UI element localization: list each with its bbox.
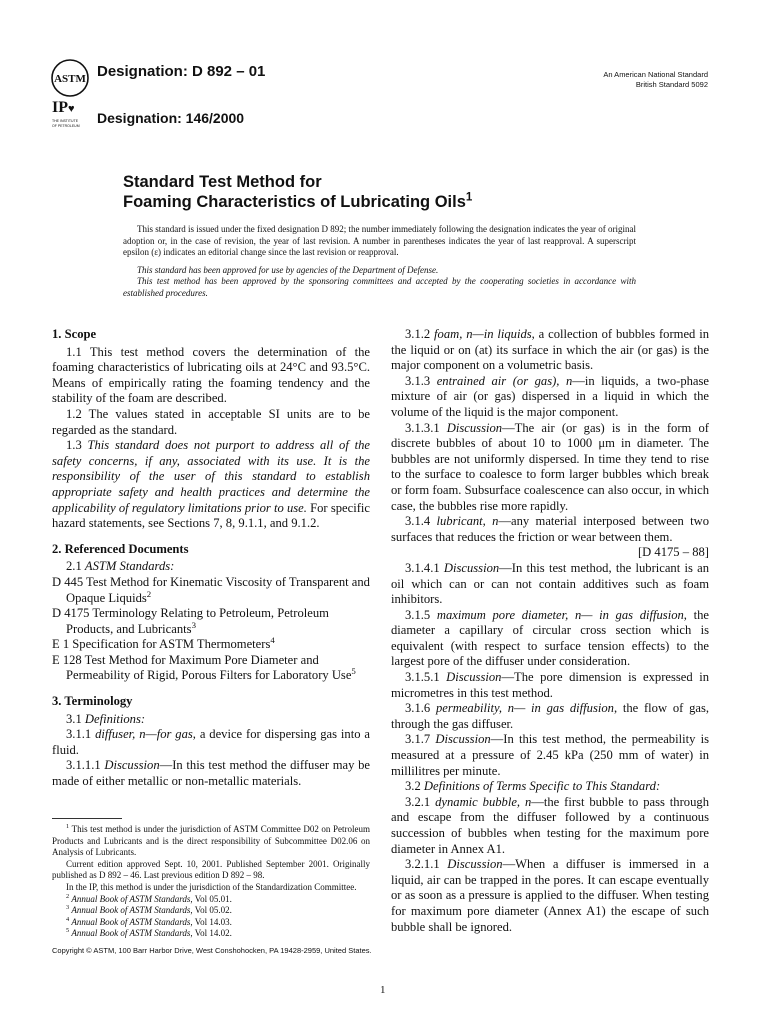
para-3-1-6: 3.1.6 permeability, n— in gas diffusion, the flow of gas, through the gas diffuser. [391,701,710,731]
footnote-1-edition: Current edition approved Sept. 10, 2001. Published September 2001. Originally published as D 892 – 46. Last previous edition D 892 – 98. [52,858,370,881]
section-heading-terminology: 3. Terminology [52,694,133,709]
section-heading-scope: 1. Scope [52,327,97,341]
title-line1: Standard Test Method for [123,173,322,191]
para-3-1-4-1: 3.1.4.1 Discussion—In this test method, the lubricant is an oil which can or can not contain additives such as foam inhibitors. [391,560,710,607]
para-3-2-1-1: 3.2.1.1 Discussion—When a diffuser is immersed in a liquid, air can be trapped in the pores. It can escape eventually or as soon as a pressure is applied to the diffuser. When testing for maximum pore diameter (Annex A1) the escape of such bubble shall be ignored. [391,857,710,934]
footnote-3: $^3$ Annual Book of ASTM Standards, Vol 05.02. [66,904,232,916]
national-standard-line: An American National Standard [603,70,708,79]
para-3-1-4: 3.1.4 lubricant, n—any material interposed between two surfaces that reduces the friction or wear between them. [391,514,709,544]
designation-146: Designation: 146/2000 [97,110,245,126]
ip-logo-sub1: THE INSTITUTE [52,119,79,123]
ref-d4175-88: [D 4175 – 88] [637,545,709,560]
para-1-2: 1.2 The values stated in acceptable SI units are to be regarded as the standard. [52,406,370,437]
para-3-1-5: 3.1.5 maximum pore diameter, n— in gas diffusion, the diameter a capillary of circular cross section which is equivalent (with respect to surface tension effects) to the largest pore of the diffuser under consideration. [391,607,709,669]
para-3-2-1: 3.2.1 dynamic bubble, n—the first bubble to pass through and escape from the diffuser followed by a continuous succession of bubbles when testing for the maximum pore diameter in Annex A1. [391,794,709,856]
ip-logo-sub2: OF PETROLEUM [52,123,80,128]
ref-d4175: D 4175 Terminology Relating to Petroleum, Petroleum Products, and Lubricants$^3$ [52,606,329,636]
para-3-1-1: 3.1.1 diffuser, n—for gas, a device for dispersing gas into a fluid. [52,727,370,757]
svg-text:ASTM: ASTM [54,73,86,85]
para-3-1: 3.1 Definitions: [66,711,146,726]
para-3-1-5-1: 3.1.5.1 Discussion—The pore dimension is expressed in micrometres in this test method. [391,670,709,700]
para-1-3: 1.3 This standard does not purport to address all of the safety concerns, if any, associated with its use. It is the responsibility of the user of this standard to establish appropriate safety and health practices and determine the applicability of regulatory limitations prior to use. For specific hazard statements, see Sections 7, 8, 9.1.1, and 9.1.2. [52,438,370,531]
title-footnote-mark: 1 [465,191,473,204]
astm-logo [50,58,90,98]
footnote-divider [52,818,122,819]
footnote-1-ip: In the IP, this method is under the jurisdiction of the Standardization Committee. [66,881,357,892]
para-3-2: 3.2 Definitions of Terms Specific to This Standard: [405,779,661,794]
para-2-1: 2.1 ASTM Standards: [66,559,175,574]
para-3-1-1-1: 3.1.1.1 Discussion—In this test method the diffuser may be made of either metallic or non-metallic materials. [52,758,370,789]
ip-logo [52,100,94,128]
footnotes [52,824,370,940]
para-3-1-3: 3.1.3 entrained air (or gas), n—in liquids, a two-phase mixture of air (or gas) dispersed in a liquid in which the volume of the liquid is the major component. [391,373,709,419]
footnote-1: $^1$ This test method is under the jurisdiction of ASTM Committee D02 on Petroleum Products and Lubricants and is the direct responsibility of Subcommittee D02.06 on Analysis of Lubricants. [52,823,370,858]
british-standard-line: British Standard 5092 [635,80,708,89]
page-number: 1 [380,984,386,996]
document-title [123,172,472,212]
para-3-1-7: 3.1.7 Discussion—In this test method, the permeability is measured at a pressure of 2.45 kPa (250 mm of water) in millilitres per minute. [391,732,709,778]
ref-d445: D 445 Test Method for Kinematic Viscosity of Transparent and Opaque Liquids$^2$ [52,574,370,605]
right-column [391,327,709,935]
copyright: Copyright © ASTM, 100 Barr Harbor Drive, West Conshohocken, PA 19428-2959, United States. [52,946,372,955]
left-column [52,327,370,790]
designation-d892: Designation: D 892 – 01 [97,63,266,80]
footnote-5: $^5$ Annual Book of ASTM Standards, Vol 14.02. [66,927,232,939]
preamble-approved: This test method has been approved by the sponsoring committees and accepted by the cooperating societies in accordance with established procedures. [123,276,636,298]
para-3-1-3-1: 3.1.3.1 Discussion—The air (or gas) is in the form of discrete bubbles of about 10 to 1000 μm in diameter. The bubbles are not uniformly dispersed. In time they tend to rise to the surface to coalesce to form larger bubbles which break or form foam. Subsurface coalescence can also occur, in which case, the bubbles rise more rapidly. [391,420,709,513]
ip-logo-text: IP [52,99,68,116]
ref-e1: E 1 Specification for ASTM Thermometers$^4$ [52,635,275,652]
preamble-issued: This standard is issued under the fixed designation D 892; the number immediately following the designation indicates the year of original adoption or, in the case of revision, the year of last revision. A number in parentheses indicates the year of last reapproval. A superscript epsilon (ε) indicates an editorial change since the last revision or reapproval. [123,224,636,257]
preamble [123,224,636,299]
shield-icon: ♥ [68,103,75,115]
section-heading-referenced: 2. Referenced Documents [52,541,189,556]
preamble-dod: This standard has been approved for use by agencies of the Department of Defense. [137,264,439,275]
footnote-4: $^4$ Annual Book of ASTM Standards, Vol 14.03. [66,915,232,927]
national-standard-label [603,70,708,90]
para-3-1-2: 3.1.2 foam, n—in liquids, a collection of bubbles formed in the liquid or on (at) its surface in which the air (or gas) is the major component on a volumetric basis. [391,327,709,373]
ref-e128: E 128 Test Method for Maximum Pore Diameter and Permeability of Rigid, Porous Filters for Laboratory Use$^5$ [52,652,356,683]
title-line2: Foaming Characteristics of Lubricating Oils [123,193,466,211]
para-1-1: 1.1 This test method covers the determination of the foaming characteristics of lubricating oils at 24°C and 93.5°C. Means of empirically rating the foaming tendency and the stability of the foam are described. [52,344,370,406]
footnote-2: $^2$ Annual Book of ASTM Standards, Vol 05.01. [66,892,232,904]
